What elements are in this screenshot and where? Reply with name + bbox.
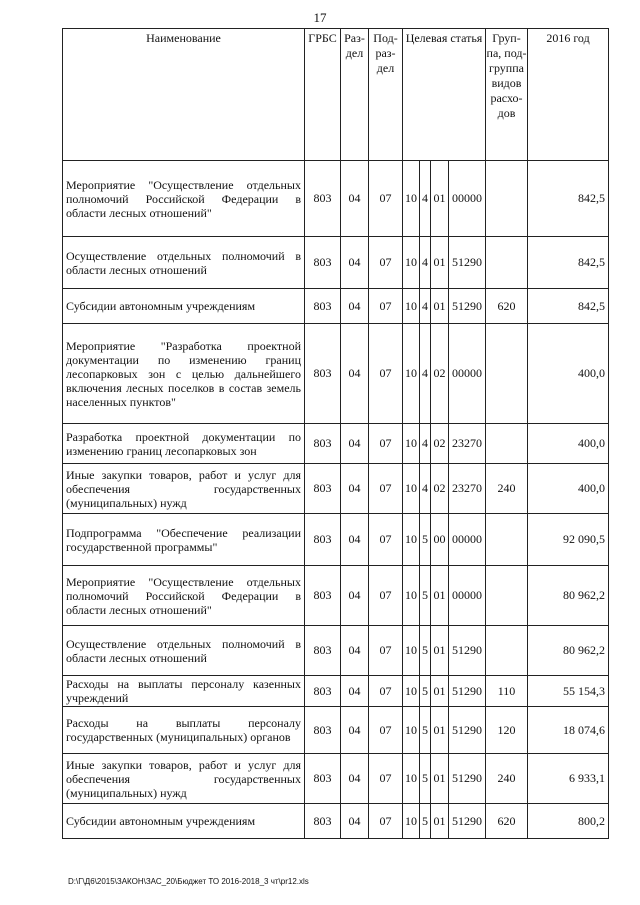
- row-razdel: 04: [341, 707, 369, 754]
- header-grbs: ГРБС: [305, 29, 341, 161]
- row-target-program: 10: [403, 514, 420, 566]
- table-row: [63, 464, 609, 514]
- row-target-activity: 01: [431, 237, 449, 289]
- row-target-activity: 01: [431, 289, 449, 324]
- row-podrazdel: 07: [369, 161, 403, 237]
- row-name: Осуществление отдельных полномочий в области лесных отношений: [63, 626, 305, 676]
- row-amount: 842,5: [528, 289, 609, 324]
- row-razdel: 04: [341, 804, 369, 839]
- row-razdel: 04: [341, 237, 369, 289]
- row-amount: 400,0: [528, 324, 609, 424]
- row-target-subprogram: 4: [420, 237, 431, 289]
- row-target-direction: 00000: [449, 566, 486, 626]
- row-target-program: 10: [403, 804, 420, 839]
- row-target-subprogram: 5: [420, 754, 431, 804]
- row-expense-group: [486, 237, 528, 289]
- table-row: [63, 626, 609, 676]
- row-name: Расходы на выплаты персоналу государственных (муниципальных) органов: [63, 707, 305, 754]
- row-target-direction: 51290: [449, 626, 486, 676]
- row-name: Мероприятие "Разработка проектной документации по изменению границ лесопарковых зон с целью дальнейшего включения лесных поселков в состав земель населенных пунктов": [63, 324, 305, 424]
- row-amount: 842,5: [528, 237, 609, 289]
- budget-table: [62, 28, 609, 839]
- row-podrazdel: 07: [369, 514, 403, 566]
- row-target-program: 10: [403, 626, 420, 676]
- table-row: [63, 161, 609, 237]
- row-amount: 842,5: [528, 161, 609, 237]
- row-amount: 18 074,6: [528, 707, 609, 754]
- row-target-direction: 00000: [449, 324, 486, 424]
- row-podrazdel: 07: [369, 676, 403, 707]
- row-razdel: 04: [341, 754, 369, 804]
- row-target-direction: 23270: [449, 424, 486, 464]
- table-row: [63, 804, 609, 839]
- header-target-article: Целевая статья: [403, 29, 486, 161]
- row-name: Разработка проектной документации по изменению границ лесопарковых зон: [63, 424, 305, 464]
- row-target-activity: 00: [431, 514, 449, 566]
- page-number: 17: [313, 10, 327, 25]
- table-row: [63, 514, 609, 566]
- row-expense-group: [486, 424, 528, 464]
- row-amount: 80 962,2: [528, 626, 609, 676]
- row-name: Субсидии автономным учреждениям: [63, 804, 305, 839]
- row-target-program: 10: [403, 324, 420, 424]
- row-podrazdel: 07: [369, 754, 403, 804]
- row-expense-group: 240: [486, 464, 528, 514]
- row-podrazdel: 07: [369, 804, 403, 839]
- table-row: [63, 424, 609, 464]
- row-podrazdel: 07: [369, 289, 403, 324]
- row-target-activity: 01: [431, 804, 449, 839]
- table-row: [63, 289, 609, 324]
- row-grbs: 803: [305, 464, 341, 514]
- row-grbs: 803: [305, 626, 341, 676]
- header-expense-group: Груп-па, под-группа видов расхо-дов: [486, 29, 528, 161]
- row-amount: 92 090,5: [528, 514, 609, 566]
- row-razdel: 04: [341, 289, 369, 324]
- row-target-subprogram: 5: [420, 626, 431, 676]
- row-amount: 6 933,1: [528, 754, 609, 804]
- row-target-activity: 01: [431, 754, 449, 804]
- row-podrazdel: 07: [369, 566, 403, 626]
- row-razdel: 04: [341, 676, 369, 707]
- row-target-program: 10: [403, 754, 420, 804]
- row-target-direction: 51290: [449, 707, 486, 754]
- row-grbs: 803: [305, 514, 341, 566]
- row-expense-group: 120: [486, 707, 528, 754]
- file-path-footer: D:\Г\Д6\2015\ЗАКОН\ЗАС_20\Бюджет ТО 2016-2018_3 чт\pr12.xls: [68, 877, 309, 886]
- row-grbs: 803: [305, 804, 341, 839]
- row-podrazdel: 07: [369, 626, 403, 676]
- row-target-program: 10: [403, 161, 420, 237]
- row-razdel: 04: [341, 514, 369, 566]
- header-row: [63, 29, 609, 161]
- row-target-subprogram: 5: [420, 566, 431, 626]
- row-grbs: 803: [305, 424, 341, 464]
- row-target-direction: 51290: [449, 289, 486, 324]
- row-podrazdel: 07: [369, 237, 403, 289]
- row-target-direction: 51290: [449, 676, 486, 707]
- row-target-subprogram: 4: [420, 289, 431, 324]
- row-expense-group: 620: [486, 804, 528, 839]
- row-target-direction: 00000: [449, 514, 486, 566]
- row-expense-group: [486, 324, 528, 424]
- row-name: Иные закупки товаров, работ и услуг для обеспечения государственных (муниципальных) нужд: [63, 754, 305, 804]
- row-name: Субсидии автономным учреждениям: [63, 289, 305, 324]
- row-grbs: 803: [305, 237, 341, 289]
- row-razdel: 04: [341, 424, 369, 464]
- row-podrazdel: 07: [369, 424, 403, 464]
- row-target-subprogram: 5: [420, 514, 431, 566]
- row-razdel: 04: [341, 566, 369, 626]
- row-target-activity: 01: [431, 676, 449, 707]
- row-target-direction: 51290: [449, 804, 486, 839]
- row-target-subprogram: 5: [420, 804, 431, 839]
- row-target-program: 10: [403, 237, 420, 289]
- row-expense-group: [486, 514, 528, 566]
- row-target-program: 10: [403, 566, 420, 626]
- row-podrazdel: 07: [369, 707, 403, 754]
- header-name: Наименование: [63, 29, 305, 161]
- row-razdel: 04: [341, 161, 369, 237]
- row-name: Мероприятие "Осуществление отдельных полномочий Российской Федерации в области лесных отношений": [63, 161, 305, 237]
- row-target-program: 10: [403, 676, 420, 707]
- table-row: [63, 566, 609, 626]
- row-target-activity: 01: [431, 626, 449, 676]
- header-podrazdel: Под-раз-дел: [369, 29, 403, 161]
- row-amount: 55 154,3: [528, 676, 609, 707]
- row-target-direction: 00000: [449, 161, 486, 237]
- row-target-activity: 01: [431, 161, 449, 237]
- row-amount: 80 962,2: [528, 566, 609, 626]
- row-target-direction: 23270: [449, 464, 486, 514]
- row-target-activity: 02: [431, 464, 449, 514]
- row-grbs: 803: [305, 566, 341, 626]
- table-row: [63, 754, 609, 804]
- row-target-program: 10: [403, 289, 420, 324]
- row-target-activity: 01: [431, 707, 449, 754]
- row-target-program: 10: [403, 424, 420, 464]
- row-expense-group: [486, 626, 528, 676]
- row-target-subprogram: 5: [420, 676, 431, 707]
- row-name: Иные закупки товаров, работ и услуг для обеспечения государственных (муниципальных) нужд: [63, 464, 305, 514]
- row-razdel: 04: [341, 464, 369, 514]
- row-name: Мероприятие "Осуществление отдельных полномочий Российской Федерации в области лесных отношений": [63, 566, 305, 626]
- row-grbs: 803: [305, 324, 341, 424]
- row-expense-group: 620: [486, 289, 528, 324]
- table-row: [63, 237, 609, 289]
- table-row: [63, 324, 609, 424]
- row-grbs: 803: [305, 707, 341, 754]
- row-amount: 400,0: [528, 424, 609, 464]
- header-year-2016: 2016 год: [528, 29, 609, 161]
- row-razdel: 04: [341, 324, 369, 424]
- row-podrazdel: 07: [369, 324, 403, 424]
- row-amount: 400,0: [528, 464, 609, 514]
- row-name: Подпрограмма "Обеспечение реализации государственной программы": [63, 514, 305, 566]
- row-target-activity: 02: [431, 424, 449, 464]
- row-target-program: 10: [403, 707, 420, 754]
- row-grbs: 803: [305, 754, 341, 804]
- row-amount: 800,2: [528, 804, 609, 839]
- table-row: [63, 707, 609, 754]
- row-target-program: 10: [403, 464, 420, 514]
- row-target-subprogram: 4: [420, 161, 431, 237]
- row-target-direction: 51290: [449, 754, 486, 804]
- row-podrazdel: 07: [369, 464, 403, 514]
- row-grbs: 803: [305, 676, 341, 707]
- row-expense-group: [486, 566, 528, 626]
- row-target-activity: 02: [431, 324, 449, 424]
- header-razdel: Раз-дел: [341, 29, 369, 161]
- row-expense-group: [486, 161, 528, 237]
- row-target-subprogram: 4: [420, 424, 431, 464]
- row-name: Расходы на выплаты персоналу казенных учреждений: [63, 676, 305, 707]
- row-target-subprogram: 5: [420, 707, 431, 754]
- row-target-direction: 51290: [449, 237, 486, 289]
- row-grbs: 803: [305, 161, 341, 237]
- row-name: Осуществление отдельных полномочий в области лесных отношений: [63, 237, 305, 289]
- row-expense-group: 240: [486, 754, 528, 804]
- row-target-activity: 01: [431, 566, 449, 626]
- table-row: [63, 676, 609, 707]
- row-expense-group: 110: [486, 676, 528, 707]
- row-target-subprogram: 4: [420, 324, 431, 424]
- row-grbs: 803: [305, 289, 341, 324]
- row-target-subprogram: 4: [420, 464, 431, 514]
- row-razdel: 04: [341, 626, 369, 676]
